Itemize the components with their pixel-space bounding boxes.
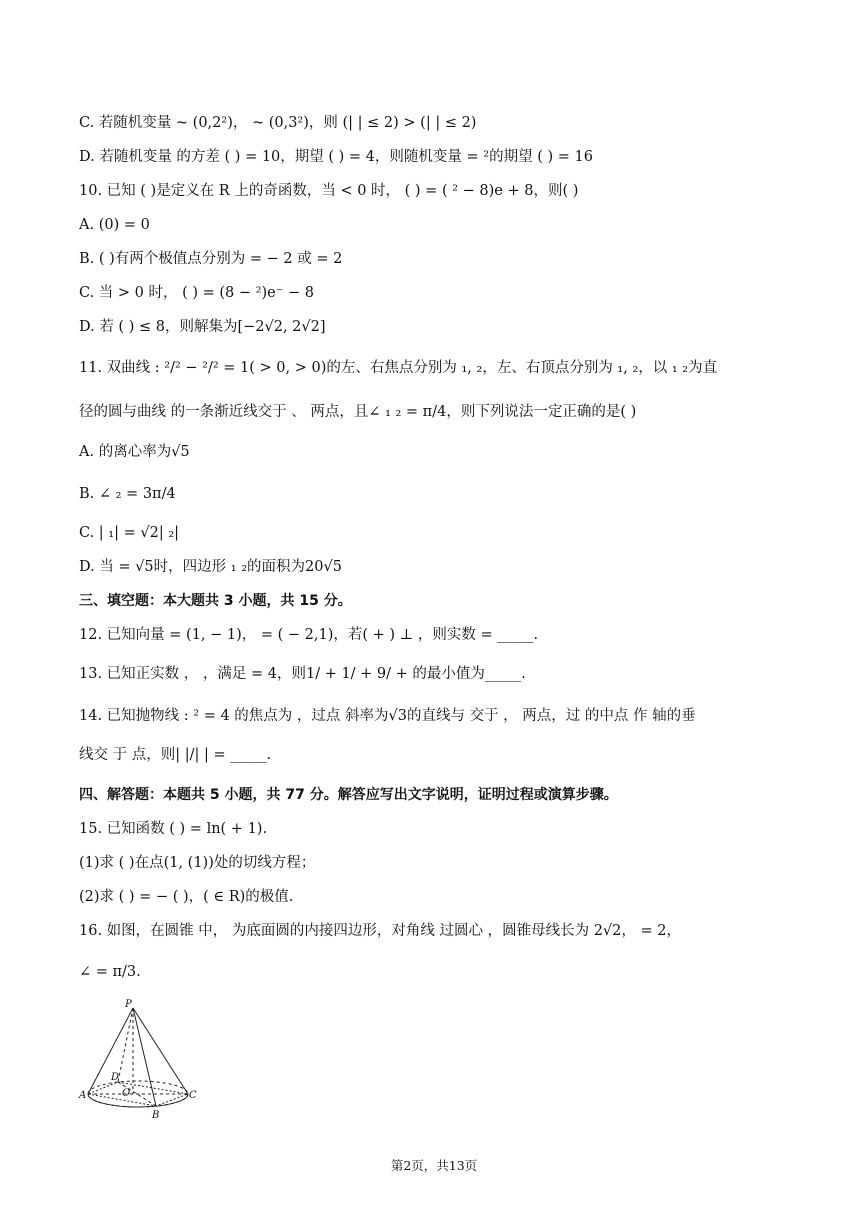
option-11d: D. 当 = √5时，四边形 ₁ ₂的面积为20√5 [79,559,342,575]
question-16-line-2: ∠ = π/3. [79,964,141,980]
question-14-line-2: 线交 于 点，则| |/| | = _____. [79,747,272,763]
question-15-part-1: (1)求 ( )在点(1, (1))处的切线方程； [79,855,316,871]
question-13: 13. 已知正实数 ， ，满足 = 4，则1/ + 1/ + 9/ + 的最小值为_____. [79,666,526,682]
option-10c: C. 当 > 0 时， ( ) = (8 − ²)e⁻ − 8 [79,285,314,301]
cone-base-front [88,1094,188,1107]
section-answer: 四、解答题：本题共 5 小题，共 77 分。解答应写出文字说明，证明过程或演算步骤。 [79,787,618,803]
option-9c: C. 若随机变量 ~ (0,2²)， ~ (0,3²)，则 (| | ≤ 2) > (| | ≤ 2) [79,115,477,131]
option-10b: B. ( )有两个极值点分别为 = − 2 或 = 2 [79,251,343,267]
option-11b: B. ∠ ₂ = 3π/4 [79,486,176,502]
question-11-line-1: 11. 双曲线 : ²/² − ²/² = 1( > 0, > 0)的左、右焦点分别为 ₁, ₂，左、右顶点分别为 ₁, ₂，以 ₁ ₂为直 [79,360,718,376]
cone-figure [78,996,198,1124]
option-9d: D. 若随机变量 的方差 ( ) = 10，期望 ( ) = 4，则随机变量 = ²的期望 ( ) = 16 [79,149,593,165]
page-footer: 第2页，共13页 [390,1158,478,1173]
section-fill-in: 三、填空题：本大题共 3 小题，共 15 分。 [79,593,352,609]
option-10a: A. (0) = 0 [79,217,150,233]
option-10d: D. 若 ( ) ≤ 8，则解集为[−2√2, 2√2] [79,319,326,335]
question-15-part-2: (2)求 ( ) = − ( )，( ∈ R)的极值. [79,889,294,905]
label-p: P [125,999,132,1010]
question-12: 12. 已知向量 = (1, − 1)， = ( − 2,1)，若( + ) ⊥ ，则实数 = _____. [79,627,539,643]
question-11-line-2: 径的圆与曲线 的一条渐近线交于 、 两点，且∠ ₁ ₂ = π/4，则下列说法一定正确的是( ) [79,404,637,420]
question-14-line-1: 14. 已知抛物线 : ² = 4 的焦点为 ，过点 斜率为√3的直线与 交于 ， 两点，过 的中点 作 轴的垂 [79,708,696,724]
edge-pb [133,1008,156,1106]
label-d: D [111,1072,120,1083]
question-16-line-1: 16. 如图，在圆锥 中， 为底面圆的内接四边形，对角线 过圆心 ，圆锥母线长为 2√2， = 2， [79,923,681,939]
label-o: O [122,1088,131,1099]
option-11c: C. | ₁| = √2| ₂| [79,525,180,541]
label-c: C [189,1090,197,1101]
question-15: 15. 已知函数 ( ) = ln( + 1). [79,821,268,837]
edge-pd [118,1008,133,1082]
option-11a: A. 的离心率为√5 [79,444,190,460]
question-10: 10. 已知 ( )是定义在 R 上的奇函数，当 < 0 时， ( ) = ( ² − 8)e + 8，则( ) [79,183,579,199]
label-a: A [79,1090,87,1101]
label-b: B [152,1110,160,1121]
